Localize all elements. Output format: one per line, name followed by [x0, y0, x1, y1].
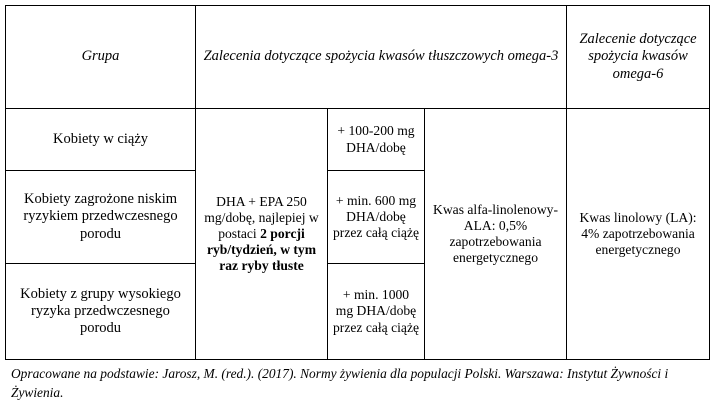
cell-group-pregnant: Kobiety w ciąży [6, 109, 196, 171]
table-source-caption: Opracowane na podstawie: Jarosz, M. (red.). (2017). Normy żywienia dla populacji Polski. Warszawa: Instytut Żywności i Żywienia. [11, 366, 669, 401]
dha-epa-text-regular: DHA + EPA 250 mg/dobę, najlepiej w postaci [204, 193, 319, 241]
header-row [6, 6, 710, 109]
dha-epa-text-bold: 2 porcji ryb/tydzień, w tym raz ryby tłuste [206, 225, 317, 274]
cell-omega6-recommendation: Kwas linolowy (LA): 4% zapotrzebowania energetycznego [567, 109, 710, 360]
header-omega6: Zalecenie dotyczące spożycia kwasów omega-6 [567, 6, 710, 109]
cell-dose-pregnant: + 100-200 mg DHA/dobę [328, 109, 425, 171]
cell-dose-low-risk: + min. 600 mg DHA/dobę przez całą ciążę [328, 171, 425, 264]
cell-ala-recommendation: Kwas alfa-linolenowy-ALA: 0,5% zapotrzebowania energetycznego [425, 109, 567, 360]
table-body [6, 109, 710, 360]
table-row [6, 109, 710, 171]
recommendations-table [5, 5, 710, 360]
header-group: Grupa [6, 6, 196, 109]
header-omega3: Zalecenia dotyczące spożycia kwasów tłuszczowych omega-3 [196, 6, 567, 109]
cell-dose-high-risk: + min. 1000 mg DHA/dobę przez całą ciążę [328, 264, 425, 360]
cell-group-high-risk: Kobiety z grupy wysokiego ryzyka przedwczesnego porodu [6, 264, 196, 360]
table-header [6, 6, 710, 109]
cell-group-low-risk: Kobiety zagrożone niskim ryzykiem przedwczesnego porodu [6, 171, 196, 264]
cell-dha-epa-recommendation [196, 109, 328, 360]
